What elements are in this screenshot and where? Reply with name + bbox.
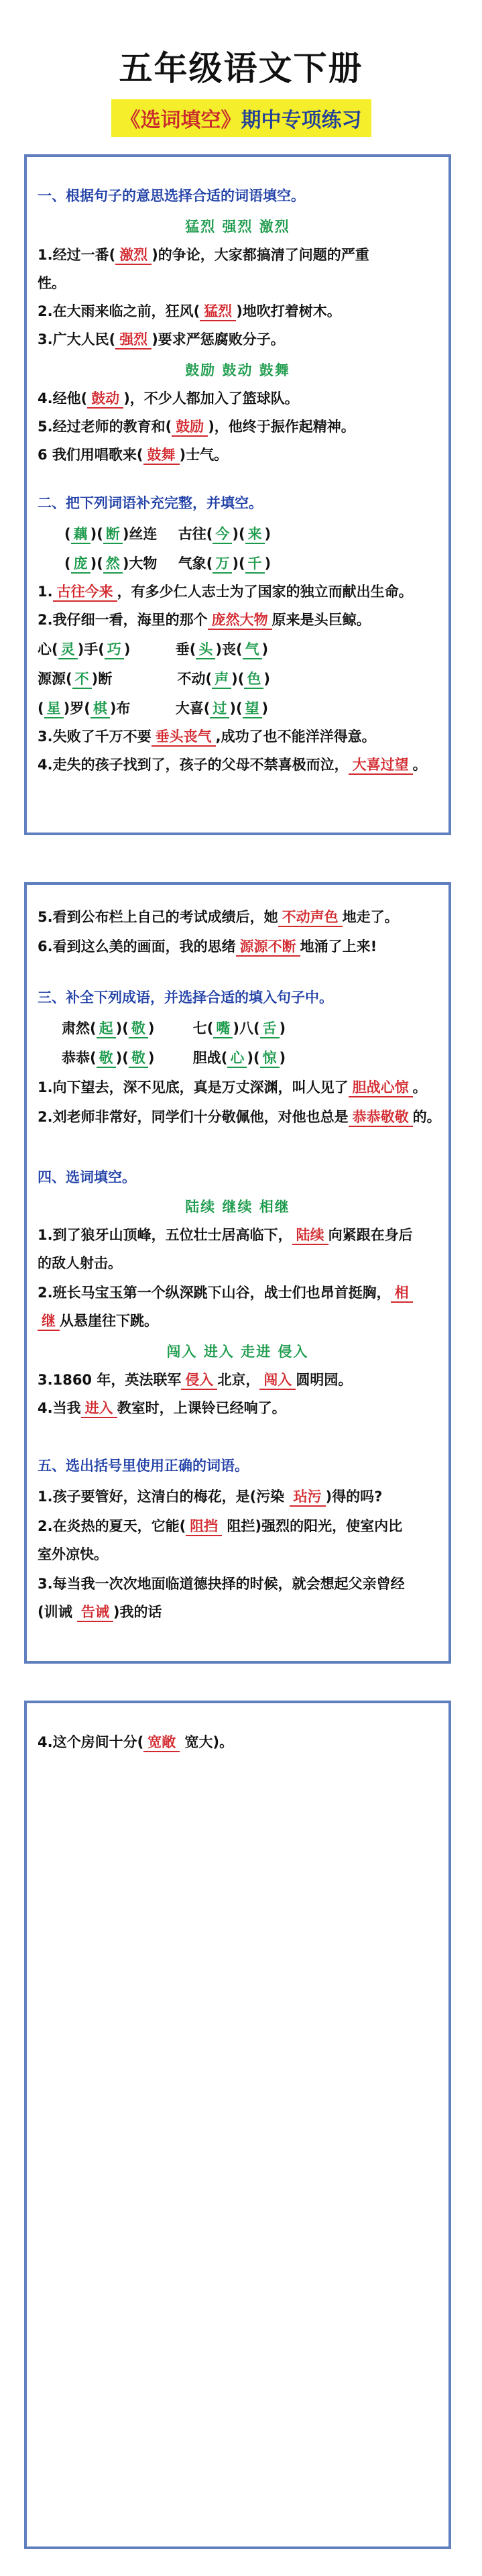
- question-line: [38, 272, 440, 294]
- text-fragment: 的敌人射击。: [38, 1255, 122, 1271]
- text-fragment: ): [279, 1020, 286, 1036]
- text-fragment: )(: [229, 700, 243, 716]
- text-fragment: )地吹打着树木。: [236, 303, 341, 319]
- idiom-row: [38, 1047, 440, 1068]
- text-fragment: ): [279, 1050, 286, 1066]
- text-fragment: )(: [231, 671, 245, 687]
- text-fragment: 4.这个房间十分(: [38, 1734, 144, 1750]
- text-fragment: 北京，: [217, 1372, 260, 1388]
- answer: 恭恭敬敬: [349, 1108, 413, 1127]
- question-line: [38, 329, 440, 350]
- answer: 鼓舞: [143, 446, 180, 465]
- text-fragment: 室外凉快。: [38, 1546, 108, 1562]
- question-line: [38, 1544, 440, 1565]
- text-fragment: 从悬崖往下跳。: [60, 1313, 158, 1329]
- text-fragment: 垂(: [175, 641, 196, 657]
- text-fragment: ): [147, 1050, 155, 1066]
- text-fragment: 。: [412, 1079, 427, 1095]
- text-fragment: 4.经他(: [38, 390, 88, 407]
- question-line: [38, 388, 440, 409]
- question-line: [38, 609, 440, 631]
- question-line: [38, 301, 440, 322]
- text-fragment: )八(: [233, 1020, 260, 1036]
- text-fragment: )布: [109, 700, 131, 716]
- subtitle-banner: [0, 99, 482, 137]
- idiom-blank: 巧: [105, 641, 124, 659]
- section3-heading: 三、补全下列成语，并选择合适的填入句子中。: [38, 989, 333, 1006]
- answer: 不动声色: [278, 908, 343, 927]
- text-fragment: (: [38, 700, 44, 716]
- text-fragment: )我的话: [113, 1604, 162, 1620]
- text-fragment: )(: [115, 1020, 129, 1036]
- question-line: [38, 1224, 446, 1246]
- text-fragment: ): [264, 555, 272, 572]
- answer: 猛烈: [200, 303, 236, 321]
- idiom-blank: 敬: [129, 1049, 148, 1068]
- question-line: [38, 1486, 440, 1507]
- question-line: [38, 906, 440, 928]
- text-fragment: 4.当我: [38, 1400, 81, 1416]
- text-fragment: 教室时，上课铃已经响了。: [117, 1400, 286, 1416]
- text-fragment: 七(: [192, 1020, 214, 1036]
- question-line: [38, 1573, 446, 1595]
- question-line: [38, 1282, 446, 1303]
- text-fragment: 性。: [38, 275, 66, 291]
- answer: 鼓励: [172, 418, 208, 437]
- question-line: [38, 1515, 440, 1537]
- page-title: 五年级语文下册: [119, 48, 363, 88]
- text-fragment: )(: [232, 555, 245, 572]
- text-fragment: (: [64, 526, 71, 542]
- text-fragment: 地涌了上来!: [300, 938, 377, 955]
- text-fragment: 大喜(: [175, 700, 210, 716]
- question-line: [38, 936, 440, 957]
- subtitle-rest: 期中专项练习: [241, 109, 362, 132]
- question-line: [38, 1369, 440, 1391]
- section1-heading: 一、根据句子的意思选择合适的词语填空。: [38, 188, 305, 204]
- word-options-1: 猛烈 强烈 激烈: [185, 219, 290, 235]
- answer: 继: [38, 1312, 60, 1331]
- text-fragment: (: [64, 555, 71, 572]
- idiom-blank: 惊: [260, 1049, 280, 1068]
- text-fragment: 不动(: [177, 671, 213, 687]
- idiom-blank: 不: [72, 670, 92, 689]
- answer: 陆续: [292, 1226, 328, 1245]
- question-line: [38, 1397, 440, 1419]
- answer: 阻挡: [186, 1517, 222, 1536]
- worksheet-panel-1: [24, 154, 451, 835]
- text-fragment: ): [264, 526, 272, 542]
- word-options-2: 鼓励 鼓动 鼓舞: [185, 362, 290, 378]
- answer: 激烈: [115, 246, 152, 265]
- text-fragment: 源源(: [38, 671, 72, 687]
- idiom-blank: 来: [245, 525, 265, 544]
- text-fragment: 2.班长马宝玉第一个纵深跳下山谷，战士们也昂首挺胸，: [38, 1285, 391, 1301]
- text-fragment: )丧(: [215, 641, 243, 657]
- worksheet-panel-3: [24, 1701, 451, 2549]
- idiom-row: [38, 639, 440, 659]
- text-fragment: 古往(: [178, 526, 213, 542]
- text-fragment: ): [263, 671, 270, 687]
- question-line: [38, 1106, 446, 1128]
- answer: 大喜过望: [349, 756, 413, 775]
- text-fragment: 1.孩子要管好，这清白的梅花，是(污染: [38, 1489, 290, 1505]
- idiom-blank: 庞: [71, 555, 91, 574]
- idiom-blank: 千: [245, 555, 265, 574]
- idiom-row: [38, 698, 440, 718]
- text-fragment: 1.到了狼牙山顶峰，五位壮士居高临下，: [38, 1227, 292, 1243]
- idiom-blank: 今: [213, 525, 232, 544]
- answer: 侵入: [181, 1371, 217, 1390]
- idiom-row: [38, 523, 440, 544]
- text-fragment: 3.每当我一次次地面临道德抉择的时候，就会想起父亲曾经: [38, 1576, 405, 1592]
- word-options-4: 闯入 进入 走进 侵入: [166, 1344, 309, 1360]
- text-fragment: 2.刘老师非常好，同学们十分敬佩他，对他也总是: [38, 1109, 349, 1125]
- text-fragment: 圆明园。: [296, 1372, 353, 1388]
- text-fragment: )要求严惩腐败分子。: [152, 331, 285, 347]
- text-fragment: 地走了。: [342, 909, 399, 925]
- idiom-blank: 藕: [71, 525, 91, 544]
- question-line: [38, 754, 446, 775]
- text-fragment: )断: [91, 671, 113, 687]
- text-fragment: 3.1860 年，英法联军: [38, 1372, 182, 1388]
- text-fragment: 2.在大雨来临之前，狂风(: [38, 303, 200, 319]
- idiom-blank: 敬: [129, 1020, 148, 1038]
- text-fragment: )得的吗?: [325, 1489, 383, 1505]
- text-fragment: )，他终于振作起精神。: [208, 419, 355, 435]
- text-fragment: 原来是头巨鲸。: [272, 612, 371, 628]
- text-fragment: )大物: [122, 555, 158, 572]
- text-fragment: 胆战(: [192, 1050, 228, 1066]
- idiom-blank: 敬: [97, 1049, 116, 1068]
- text-fragment: )手(: [77, 641, 105, 657]
- idiom-blank: 然: [103, 555, 123, 574]
- text-fragment: 宽大)。: [180, 1734, 234, 1750]
- idiom-row: [38, 668, 440, 689]
- word-options-3: 陆续 继续 相继: [185, 1199, 290, 1215]
- text-fragment: )(: [247, 1050, 260, 1066]
- question-line: [38, 416, 440, 437]
- text-fragment: 肃然(: [62, 1020, 97, 1036]
- idiom-blank: 过: [210, 700, 229, 718]
- question-line: [38, 726, 440, 747]
- text-fragment: )丝连: [122, 526, 158, 542]
- text-fragment: )，不少人都加入了篮球队。: [123, 390, 299, 407]
- idiom-blank: 灵: [58, 641, 78, 659]
- idiom-blank: 头: [196, 641, 215, 659]
- text-fragment: 。: [412, 757, 427, 773]
- text-fragment: )(: [232, 526, 245, 542]
- text-fragment: 6.看到这么美的画面，我的思绪: [38, 938, 236, 955]
- question-line: 1. 古往今来 ，有多少仁人志士为了国家的独立而献出生命。: [38, 581, 440, 602]
- answer: 鼓动: [87, 390, 123, 409]
- text-fragment: 4.走失的孩子找到了，孩子的父母不禁喜极而泣，: [38, 757, 349, 773]
- idiom-blank: 断: [103, 525, 123, 544]
- text-fragment: 2.我仔细一看，海里的那个: [38, 612, 208, 628]
- answer: 进入: [81, 1399, 117, 1418]
- answer: 垂头丧气: [152, 728, 216, 747]
- text-fragment: ): [261, 700, 269, 716]
- answer: 相: [391, 1284, 413, 1303]
- text-fragment: ): [147, 1020, 155, 1036]
- text-fragment: ): [123, 641, 131, 657]
- answer: 源源不断: [236, 938, 300, 957]
- text-fragment: 6 我们用唱歌来(: [38, 447, 143, 463]
- answer: 玷污: [290, 1488, 326, 1507]
- text-fragment: )(: [90, 555, 103, 572]
- question-line: [38, 444, 440, 466]
- worksheet-panel-2: [24, 882, 451, 1664]
- answer: 庞然大物: [208, 611, 272, 630]
- answer: 闯入: [259, 1371, 296, 1390]
- idiom-blank: 心: [227, 1049, 247, 1068]
- idiom-blank: 嘴: [213, 1020, 233, 1038]
- idiom-blank: 星: [44, 700, 64, 718]
- text-fragment: ,成功了也不能洋洋得意。: [215, 729, 376, 745]
- text-fragment: (训诫: [38, 1604, 77, 1620]
- idiom-row: [38, 1018, 440, 1038]
- text-fragment: 1.向下望去，深不见底，真是万丈深渊，叫人见了: [38, 1079, 349, 1095]
- question-line: [38, 244, 440, 266]
- idiom-blank: 舌: [260, 1020, 280, 1038]
- section4-heading: 四、选词填空。: [38, 1169, 136, 1185]
- text-fragment: )(: [90, 526, 103, 542]
- idiom-blank: 万: [213, 555, 232, 574]
- text-fragment: 气象(: [178, 555, 213, 572]
- answer: 古往今来: [53, 583, 117, 602]
- text-fragment: 心(: [38, 641, 58, 657]
- text-fragment: )的争论，大家都搞清了问题的严重: [152, 247, 369, 263]
- answer: 宽敞: [143, 1733, 180, 1752]
- text-fragment: 3.失败了千万不要: [38, 729, 152, 745]
- text-fragment: 2.在炎热的夏天，它能(: [38, 1518, 186, 1534]
- idiom-blank: 声: [212, 670, 231, 689]
- section5-heading: 五、选出括号里使用正确的词语。: [38, 1458, 249, 1474]
- idiom-blank: 起: [97, 1020, 116, 1038]
- answer: 胆战心惊: [349, 1079, 413, 1097]
- text-fragment: 阻拦)强烈的阳光，使室内比: [222, 1518, 403, 1534]
- text-fragment: )罗(: [63, 700, 91, 716]
- subtitle: [111, 99, 371, 137]
- text-fragment: )(: [115, 1050, 129, 1066]
- question-line: [38, 1252, 440, 1274]
- text-fragment: 5.看到公布栏上自己的考试成绩后，她: [38, 909, 278, 925]
- idiom-row: [38, 553, 440, 574]
- question-line: [38, 1310, 440, 1332]
- text-fragment: 1.经过一番(: [38, 247, 116, 263]
- question-line: [38, 1601, 440, 1623]
- answer: 强烈: [115, 331, 152, 350]
- question-line: [38, 1077, 446, 1098]
- text-fragment: 恭恭(: [62, 1050, 97, 1066]
- text-fragment: 3.广大人民(: [38, 331, 116, 347]
- idiom-blank: 棋: [91, 700, 110, 718]
- text-fragment: 的。: [412, 1109, 441, 1125]
- text-fragment: ): [261, 641, 269, 657]
- subtitle-highlight: 《选词填空》: [120, 109, 241, 132]
- text-fragment: )士气。: [179, 447, 229, 463]
- idiom-blank: 色: [244, 670, 263, 689]
- text-fragment: 向紧跟在身后: [328, 1227, 413, 1243]
- idiom-blank: 望: [243, 700, 262, 718]
- idiom-blank: 气: [243, 641, 262, 659]
- answer: 告诫: [77, 1603, 113, 1622]
- text-fragment: 5.经过老师的教育和(: [38, 419, 172, 435]
- section2-heading: 二、把下列词语补充完整，并填空。: [38, 495, 263, 511]
- text-fragment: ，有多少仁人志士为了国家的独立而献出生命。: [117, 584, 413, 600]
- question-line: [38, 1731, 440, 1753]
